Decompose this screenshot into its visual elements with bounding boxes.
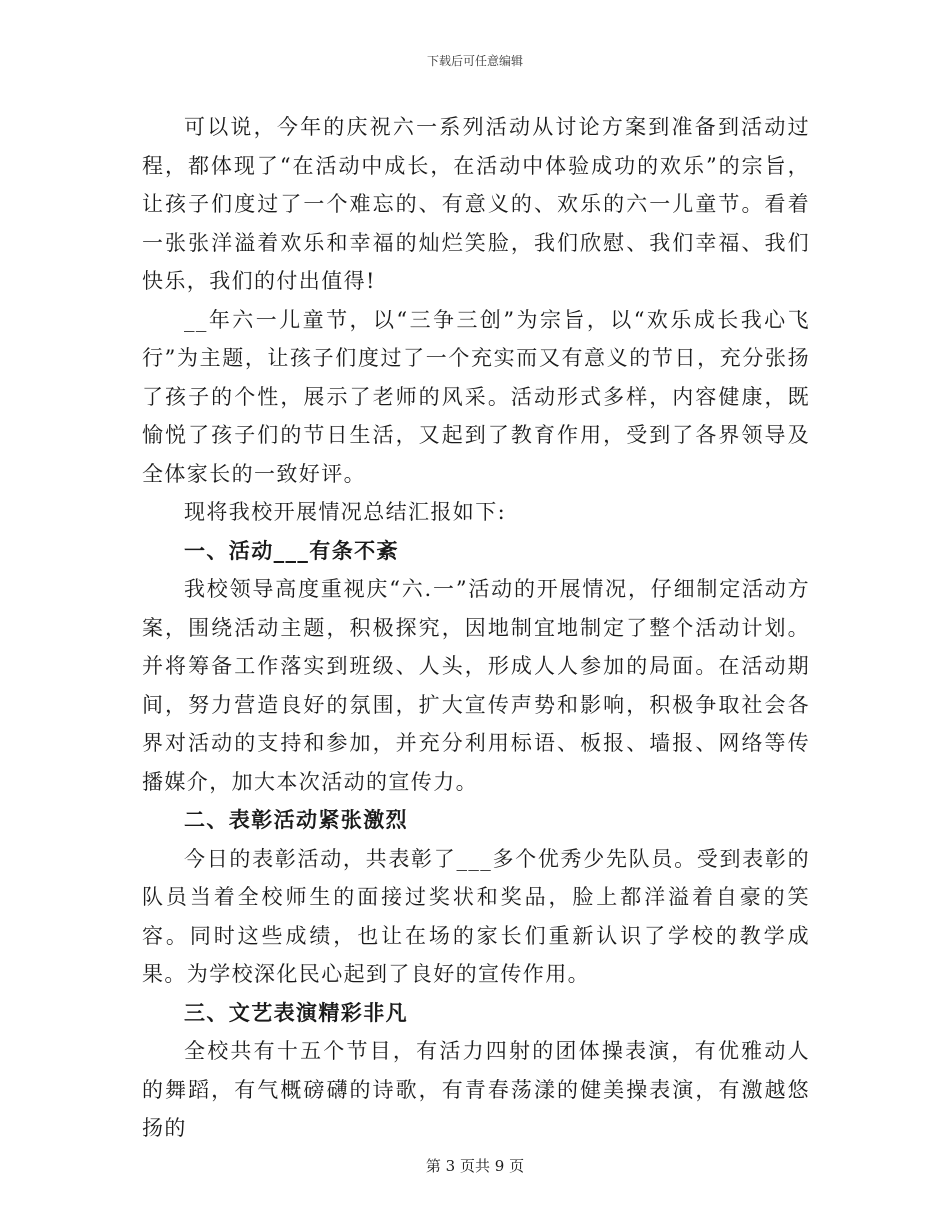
page-number-footer: 第 3 页共 9 页 — [425, 1157, 525, 1175]
paragraph-5: 今日的表彰活动，共表彰了___多个优秀少先队员。受到表彰的队员当着全校师生的面接过奖状和奖品，脸上都洋溢着自豪的笑容。同时这些成绩，也让在场的家长们重新认识了学校的教学成果。为学校深化民心起到了良好的宣传作用。 — [142, 846, 810, 986]
document-body — [142, 108, 810, 1148]
paragraph-2: __年六一儿童节，以“三争三创”为宗旨，以“欢乐成长我心飞行”为主题，让孩子们度过了一个充实而又有意义的节日，充分张扬了孩子的个性，展示了老师的风采。活动形式多样，内容健康，既愉悦了孩子们的节日生活，又起到了教育作用，受到了各界领导及全体家长的一致好评。 — [142, 307, 810, 486]
paragraph-6: 全校共有十五个节目，有活力四射的团体操表演，有优雅动人的舞蹈，有气概磅礴的诗歌，有青春荡漾的健美操表演，有激越悠扬的 — [142, 1039, 810, 1140]
paragraph-3: 现将我校开展情况总结汇报如下: — [184, 500, 507, 524]
paragraph-4: 我校领导高度重视庆“六.一”活动的开展情况，仔细制定活动方案，围绕活动主题，积极探究，因地制宜地制定了整个活动计划。并将筹备工作落实到班级、人头，形成人人参加的局面。在活动期间，努力营造良好的氛围，扩大宣传声势和影响，积极争取社会各界对活动的支持和参加，并充分利用标语、板报、墙报、网络等传播媒介，加大本次活动的宣传力。 — [142, 577, 810, 794]
section-heading-2: 二、表彰活动紧张激烈 — [184, 807, 408, 832]
section-heading-1: 一、活动___有条不紊 — [184, 537, 399, 563]
paragraph-1: 可以说，今年的庆祝六一系列活动从讨论方案到准备到活动过程，都体现了“在活动中成长，在活动中体验成功的欢乐”的宗旨，让孩子们度过了一个难忘的、有意义的、欢乐的六一儿童节。看着一张张洋溢着欢乐和幸福的灿烂笑脸，我们欣慰、我们幸福、我们快乐，我们的付出值得! — [142, 115, 810, 293]
section-heading-3: 三、文艺表演精彩非凡 — [184, 999, 408, 1025]
header-note: 下载后可任意编辑 — [426, 54, 523, 68]
